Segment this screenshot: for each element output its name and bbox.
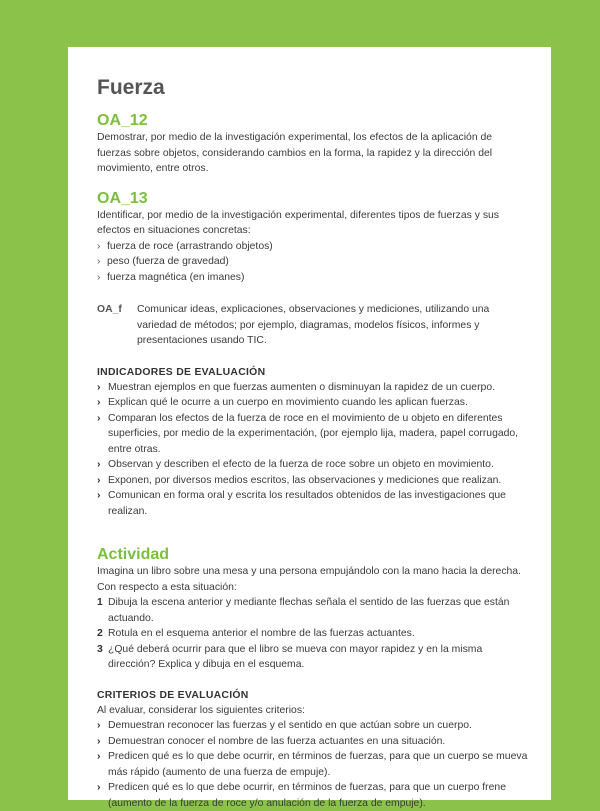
chevron-right-icon: › [97, 781, 101, 793]
list-item: › Comunican en forma oral y escrita los resultados obtenidos de las investigaciones que realizan. [97, 489, 506, 517]
oa13-list [97, 239, 529, 286]
chevron-right-icon: › [97, 396, 101, 408]
list-item: › Observan y describen el efecto de la fuerza de roce sobre un objeto en movimiento. [97, 457, 529, 473]
criterios-list [97, 718, 529, 811]
bullet-icon: › [97, 256, 101, 267]
chevron-right-icon: › [97, 750, 101, 762]
chevron-right-icon: › [97, 380, 101, 393]
chevron-right-icon: › [97, 473, 101, 486]
oaf-code: OA_f [97, 304, 122, 315]
bullet-icon: › [97, 271, 101, 283]
list-item: › peso (fuerza de gravedad) [97, 254, 529, 270]
step-number: 1 [97, 597, 103, 608]
chevron-right-icon: › [97, 411, 101, 424]
list-item: › Exponen, por diversos medios escritos, las observaciones y mediciones que realizan. [97, 473, 529, 489]
step-number: 2 [97, 628, 103, 639]
page-title: Fuerza [97, 76, 165, 99]
list-item: › fuerza de roce (arrastrando objetos) [97, 239, 529, 255]
bullet-icon: › [97, 240, 101, 252]
list-item: 3 ¿Qué deberá ocurrir para que el libro se mueva con mayor rapidez y en la misma dirección? Explica y dibuja en el esquema. [97, 643, 483, 670]
list-item: › Predicen qué es lo que debe ocurrir, en términos de fuerzas, para que un cuerpo frene (aumento de la fuerza de roce y/o anulación de la fuerza de empuje). [97, 781, 506, 809]
page-content [97, 75, 529, 811]
list-item: › Predicen qué es lo que debe ocurrir, en términos de fuerzas, para que un cuerpo se mueva más rápido (aumento de una fuerza de empuje). [97, 750, 528, 778]
actividad-steps [97, 595, 529, 673]
criterios-heading: CRITERIOS DE EVALUACIÓN [97, 689, 249, 701]
criterios-intro: Al evaluar, considerar los siguientes criterios: [97, 704, 305, 716]
oa12-text: Demostrar, por medio de la investigación experimental, los efectos de la aplicación de fuerzas sobre objetos, considerando cambios en la forma, la rapidez y la dirección del movimiento, entre otros. [97, 132, 493, 174]
list-item: › Demuestran reconocer las fuerzas y el sentido en que actúan sobre un cuerpo. [97, 718, 529, 734]
oaf-text: Comunicar ideas, explicaciones, observaciones y mediciones, utilizando una variedad de métodos; por ejemplo, diagramas, modelos físicos, informes y presentaciones usando TIC. [137, 304, 490, 346]
list-item: › Muestran ejemplos en que fuerzas aumenten o disminuyan la rapidez de un cuerpo. [97, 380, 529, 396]
oa13-code: OA_13 [97, 189, 148, 207]
actividad-intro: Imagina un libro sobre una mesa y una persona empujándolo con la mano hacia la derecha. Con respecto a esta situación: [97, 566, 521, 593]
list-item: 1 Dibuja la escena anterior y mediante flechas señala el sentido de las fuerzas que están actuando. [97, 597, 510, 624]
list-item: › Comparan los efectos de la fuerza de roce en el movimiento de u objeto en diferentes superficies, por medio de la experimentación, (por ejemplo lija, madera, papel corrugado, entre otras. [97, 411, 519, 455]
chevron-right-icon: › [97, 719, 101, 731]
list-item: 2 Rotula en el esquema anterior el nombre de las fuerzas actuantes. [97, 626, 529, 642]
list-item: › fuerza magnética (en imanes) [97, 270, 529, 286]
actividad-heading: Actividad [97, 546, 170, 563]
document-page [68, 47, 551, 809]
oa13-text: Identificar, por medio de la investigación experimental, diferentes tipos de fuerzas y sus efectos en situaciones concretas: [97, 209, 499, 236]
chevron-right-icon: › [97, 734, 101, 747]
oa12-code: OA_12 [97, 112, 148, 129]
indicadores-list [97, 380, 529, 520]
indicadores-heading: INDICADORES DE EVALUACIÓN [97, 366, 266, 378]
chevron-right-icon: › [97, 489, 101, 501]
step-number: 3 [97, 643, 103, 655]
chevron-right-icon: › [97, 458, 101, 470]
oaf-block [97, 302, 529, 349]
list-item: › Explican qué le ocurre a un cuerpo en movimiento cuando les aplican fuerzas. [97, 395, 529, 411]
list-item: › Demuestran conocer el nombre de las fuerza actuantes en una situación. [97, 734, 529, 750]
